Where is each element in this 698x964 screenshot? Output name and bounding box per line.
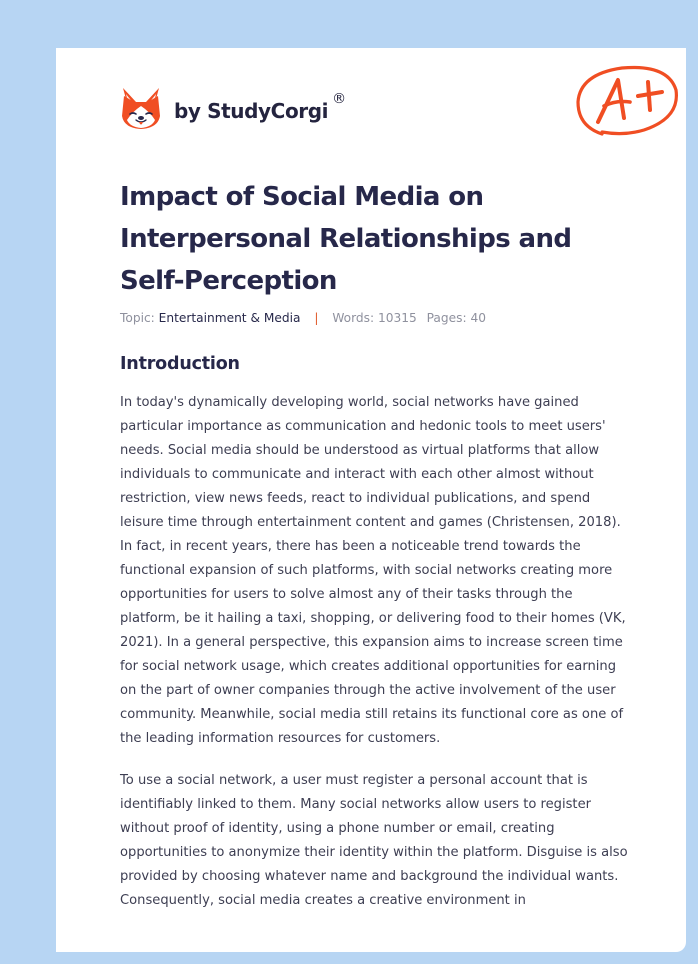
pages-label: Pages: xyxy=(426,311,467,325)
a-plus-grade-icon xyxy=(572,60,682,142)
topic-link[interactable]: Entertainment & Media xyxy=(158,311,301,325)
meta-separator: | xyxy=(314,311,319,325)
paragraph: In today's dynamically developing world, social networks have gained particular importance as communication and hedonic tools to meet users' needs. Social media should be understood as virtual platforms that allow individuals to communicate and interact with each other almost without restriction, view news feeds, react to individual publications, and spend leisure time through entertainment content and games (Christensen, 2018). In fact, in recent years, there has been a noticeable trend towards the functional expansion of such platforms, with social networks creating more opportunities for users to solve almost any of their tasks through the platform, be it hailing a taxi, shopping, or delivering food to their homes (VK, 2021). In a general perspective, this expansion aims to increase screen time for social network usage, which creates additional opportunities for earning on the part of owner companies through the active involvement of the user community. Meanwhile, social media still retains its functional core as one of the leading information resources for customers. xyxy=(120,395,626,746)
topic-label: Topic: xyxy=(120,311,155,325)
words-label: Words: xyxy=(332,311,375,325)
article-body xyxy=(120,391,632,931)
brand-name: by StudyCorgi xyxy=(174,99,329,123)
document-card xyxy=(56,48,686,952)
paragraph: To use a social network, a user must register a personal account that is identifiably linked to them. Many social networks allow users to register without proof of identity, using a phone number or email, creating opportunities to anonymize their identity within the platform. Disguise is also provided by choosing whatever name and background the individual wants. Consequently, social media creates a creative environment in xyxy=(120,773,628,908)
words-count: 10315 xyxy=(377,311,417,325)
registered-mark: ® xyxy=(332,91,347,107)
section-heading-introduction: Introduction xyxy=(120,354,240,374)
article-meta xyxy=(120,311,486,325)
header xyxy=(120,74,640,164)
article-title: Impact of Social Media on Interpersonal Relationships and Self-Perception xyxy=(120,182,572,296)
corgi-logo-icon xyxy=(120,86,162,132)
studycorgi-logo[interactable] xyxy=(120,74,346,144)
pages-count: 40 xyxy=(470,311,486,325)
